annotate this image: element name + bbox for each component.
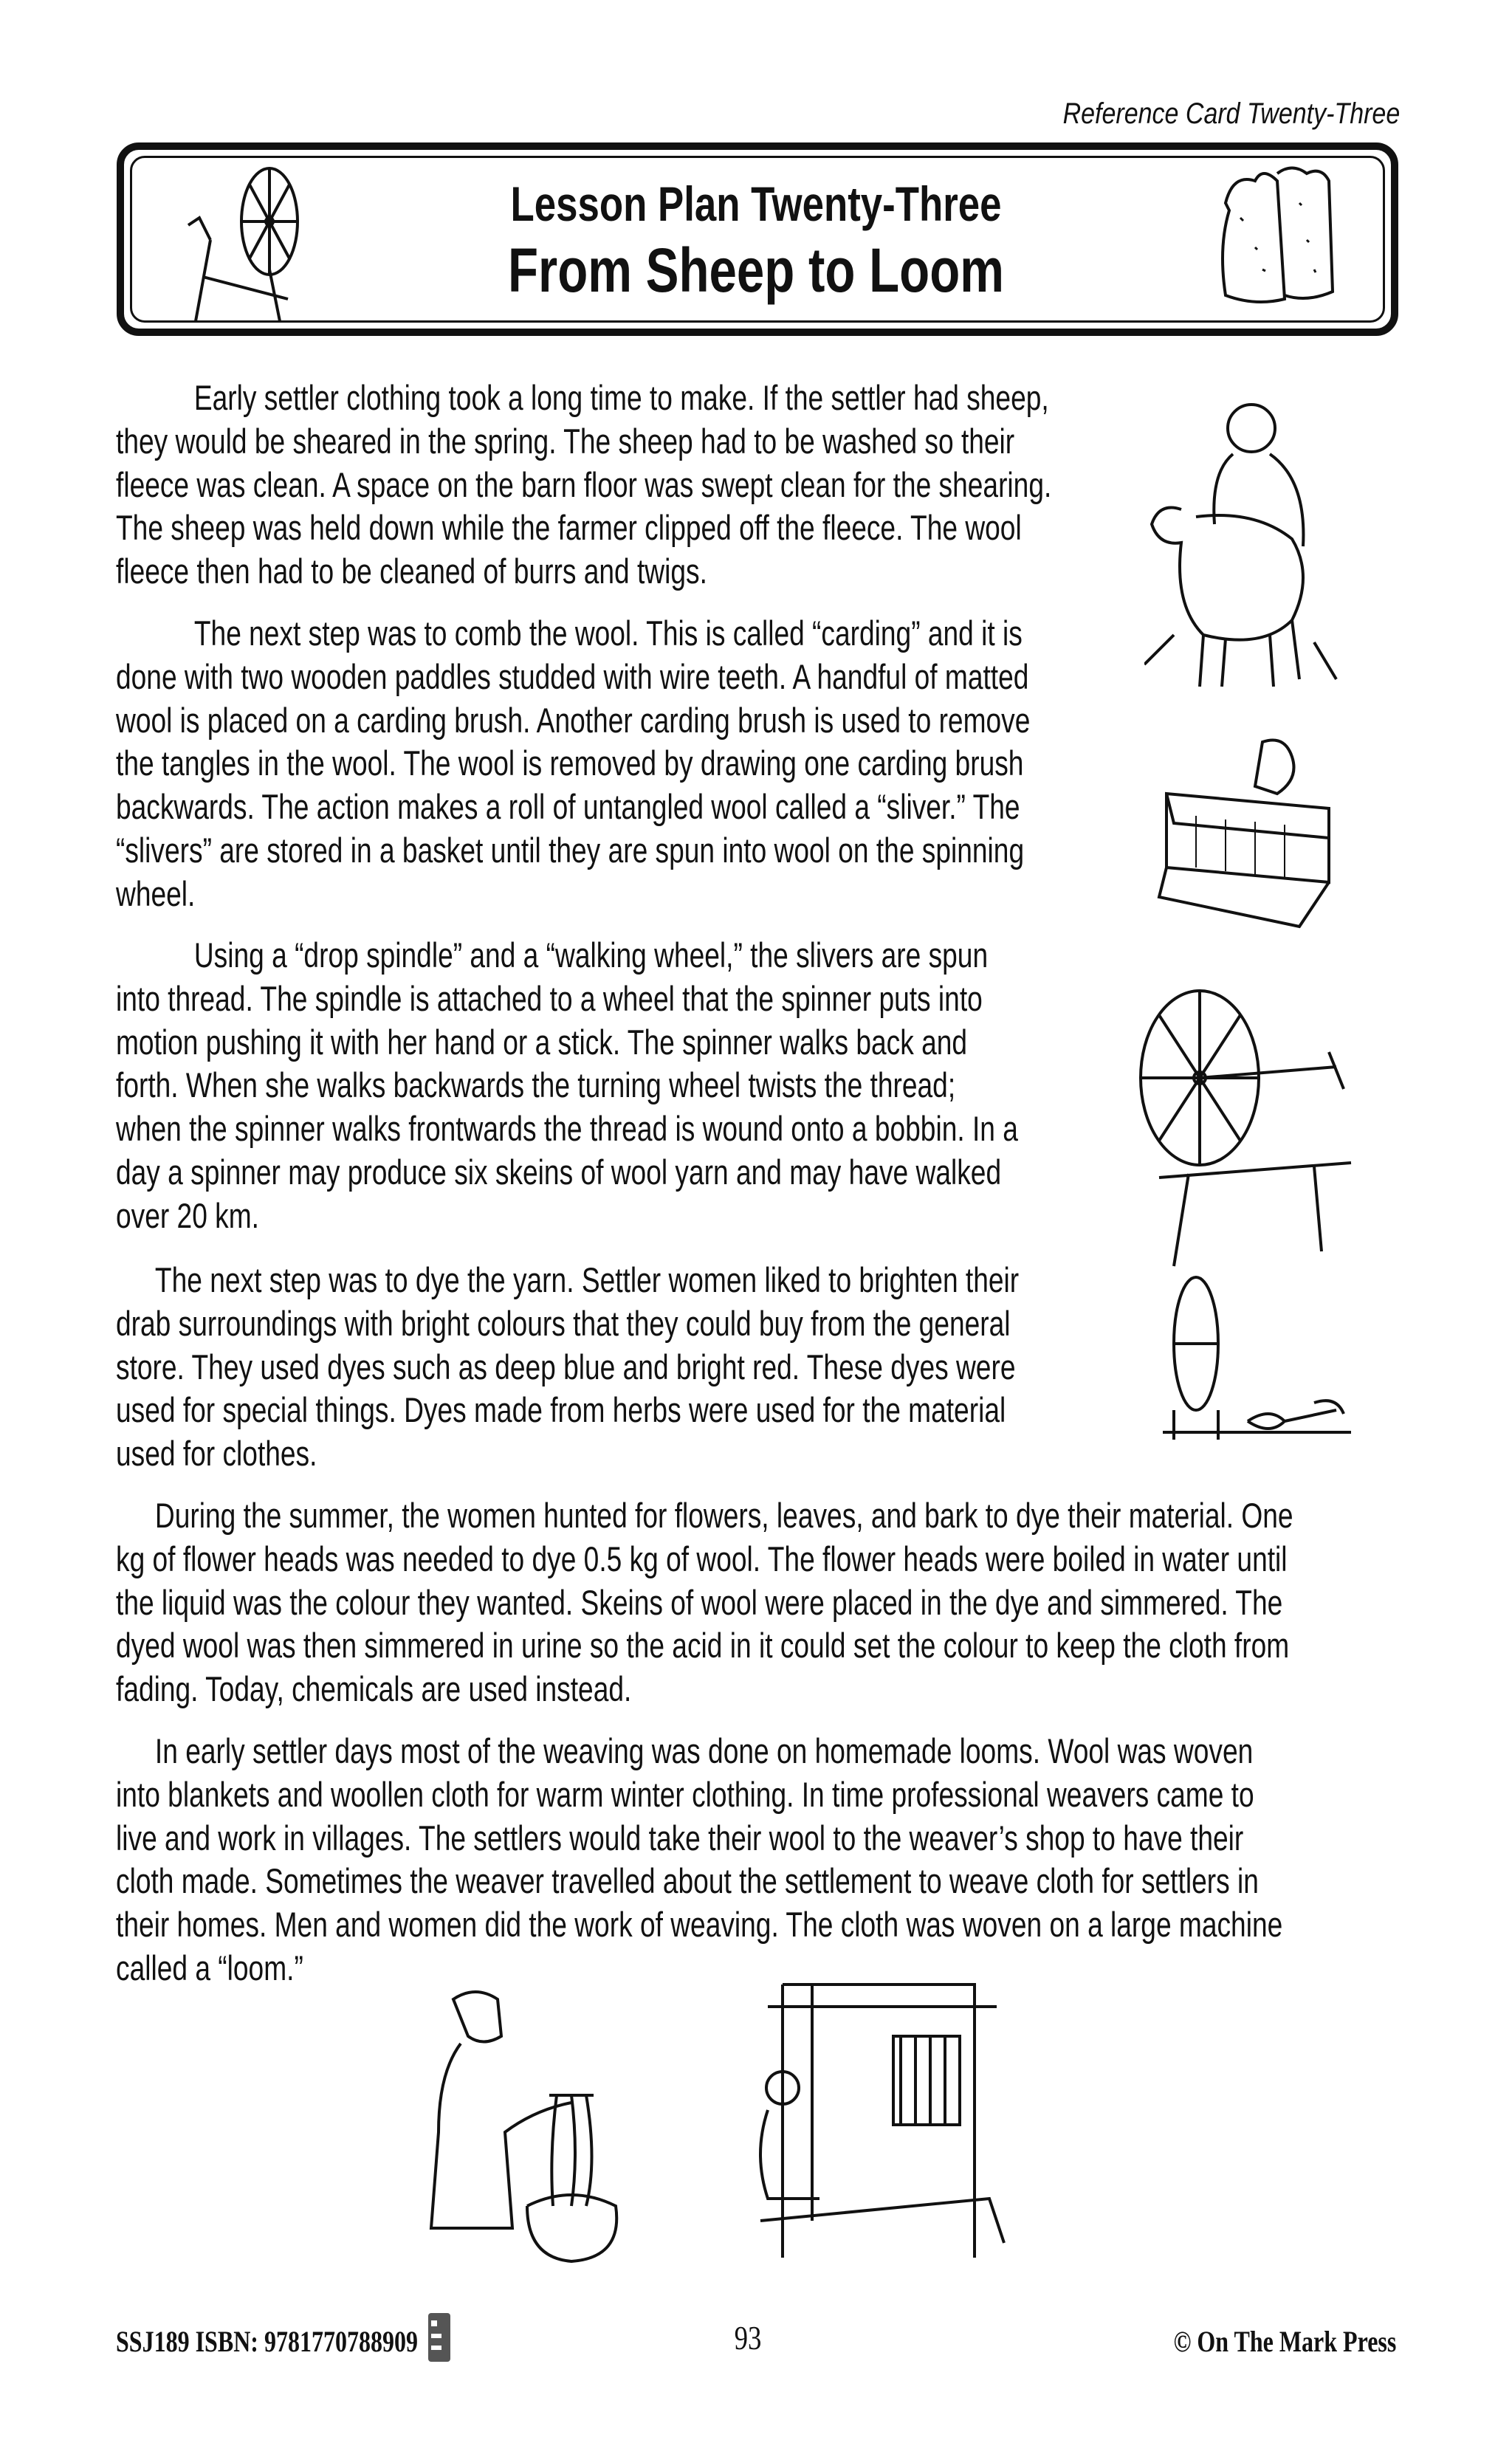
text-line: In early settler days most of the weaving was done on homemade looms. Wool was woven (154, 1731, 1254, 1770)
paragraph-weaving (116, 1730, 1282, 1990)
text-line: fleece was clean. A space on the barn floor was swept clean for the shearing. (116, 464, 1052, 504)
text-line: The next step was to dye the yarn. Settler women liked to brighten their (154, 1260, 1020, 1299)
carding-brush-illustration (1152, 727, 1351, 934)
text-line: Using a “drop spindle” and a “walking wheel,” the slivers are spun (193, 935, 989, 975)
sheep-shearing-illustration (1144, 399, 1344, 694)
text-line: into blankets and woollen cloth for warm winter clothing. In time professional weavers came to (116, 1774, 1254, 1814)
text-line: the tangles in the wool. The wool is removed by drawing one carding brush (116, 743, 1024, 783)
text-line: they would be sheared in the spring. The sheep had to be washed so their (116, 421, 1015, 461)
text-line: used for special things. Dyes made from herbs were used for the material (116, 1390, 1006, 1430)
book-stack-icon (427, 2312, 456, 2363)
text-line: day a spinner may produce six skeins of wool yarn and may have walked (116, 1152, 1002, 1192)
reference-card-label: Reference Card Twenty-Three (1062, 97, 1400, 130)
paragraph-spinning (116, 934, 1018, 1238)
lesson-plan-label: Lesson Plan Twenty-Three (510, 176, 1002, 231)
text-line: over 20 km. (116, 1195, 259, 1235)
text-line: “slivers” are stored in a basket until they are spun into wool on the spinning (116, 830, 1025, 870)
text-line: the liquid was the colour they wanted. Skeins of wool were placed in the dye and simmered. The (116, 1582, 1283, 1622)
text-line: dyed wool was then simmered in urine so the acid in it could set the colour to keep the cloth from (116, 1626, 1290, 1666)
text-line: live and work in villages. The settlers would take their wool to the weaver’s shop to have their (116, 1818, 1244, 1858)
text-line: cloth made. Sometimes the weaver travelled about the settlement to weave cloth for settlers in (116, 1861, 1259, 1901)
text-line: drab surroundings with bright colours that they could buy from the general (116, 1303, 1011, 1343)
paragraph-carding (116, 612, 1030, 916)
text-line: During the summer, the women hunted for flowers, leaves, and bark to dye their material. One (154, 1496, 1293, 1535)
text-line: kg of flower heads was needed to dye 0.5 kg of wool. The flower heads were boiled in water until (116, 1539, 1288, 1578)
text-line: wool is placed on a carding brush. Another carding brush is used to remove (116, 700, 1031, 740)
spool-wheel-illustration (1159, 1262, 1366, 1447)
text-line: The next step was to comb the wool. This is called “carding” and it is (193, 614, 1023, 653)
text-line: forth. When she walks backwards the turning wheel twists the thread; (116, 1065, 956, 1105)
publisher-copyright: © On The Mark Press (1173, 2325, 1396, 2358)
spinning-wheel-illustration (1130, 986, 1366, 1270)
text-line: used for clothes. (116, 1434, 317, 1474)
paragraph-dyeing (116, 1259, 1019, 1476)
page-number: 93 (734, 2319, 762, 2357)
book-code-isbn: SSJ189 ISBN: 9781770788909 (116, 2325, 418, 2358)
text-line: wheel. (116, 873, 196, 913)
text-line: done with two wooden paddles studded with wire teeth. A handful of matted (116, 656, 1029, 696)
text-line: backwards. The action makes a roll of untangled wool called a “sliver.” The (116, 787, 1020, 827)
text-line: fleece then had to be cleaned of burrs and twigs. (116, 551, 707, 591)
text-line: called a “loom.” (116, 1948, 303, 1987)
paragraph-natural-dyes (116, 1494, 1293, 1711)
text-line: into thread. The spindle is attached to a wheel that the spinner puts into (116, 978, 983, 1018)
loom-weaver-illustration (753, 1977, 1015, 2269)
woman-dyeing-wool-illustration (424, 1984, 638, 2269)
text-line: Early settler clothing took a long time to make. If the settler had sheep, (193, 378, 1049, 417)
page-title: From Sheep to Loom (508, 236, 1004, 305)
text-line: when the spinner walks frontwards the thread is wound onto a bobbin. In a (116, 1109, 1018, 1149)
paragraph-shearing (116, 377, 1051, 594)
text-line: motion pushing it with her hand or a stick. The spinner walks back and (116, 1022, 968, 1062)
text-line: The sheep was held down while the farmer clipped off the fleece. The wool (116, 508, 1022, 548)
text-line: store. They used dyes such as deep blue and bright red. These dyes were (116, 1347, 1016, 1386)
text-line: fading. Today, chemicals are used instead. (116, 1669, 632, 1709)
text-line: their homes. Men and women did the work of weaving. The cloth was woven on a large machine (116, 1905, 1283, 1945)
